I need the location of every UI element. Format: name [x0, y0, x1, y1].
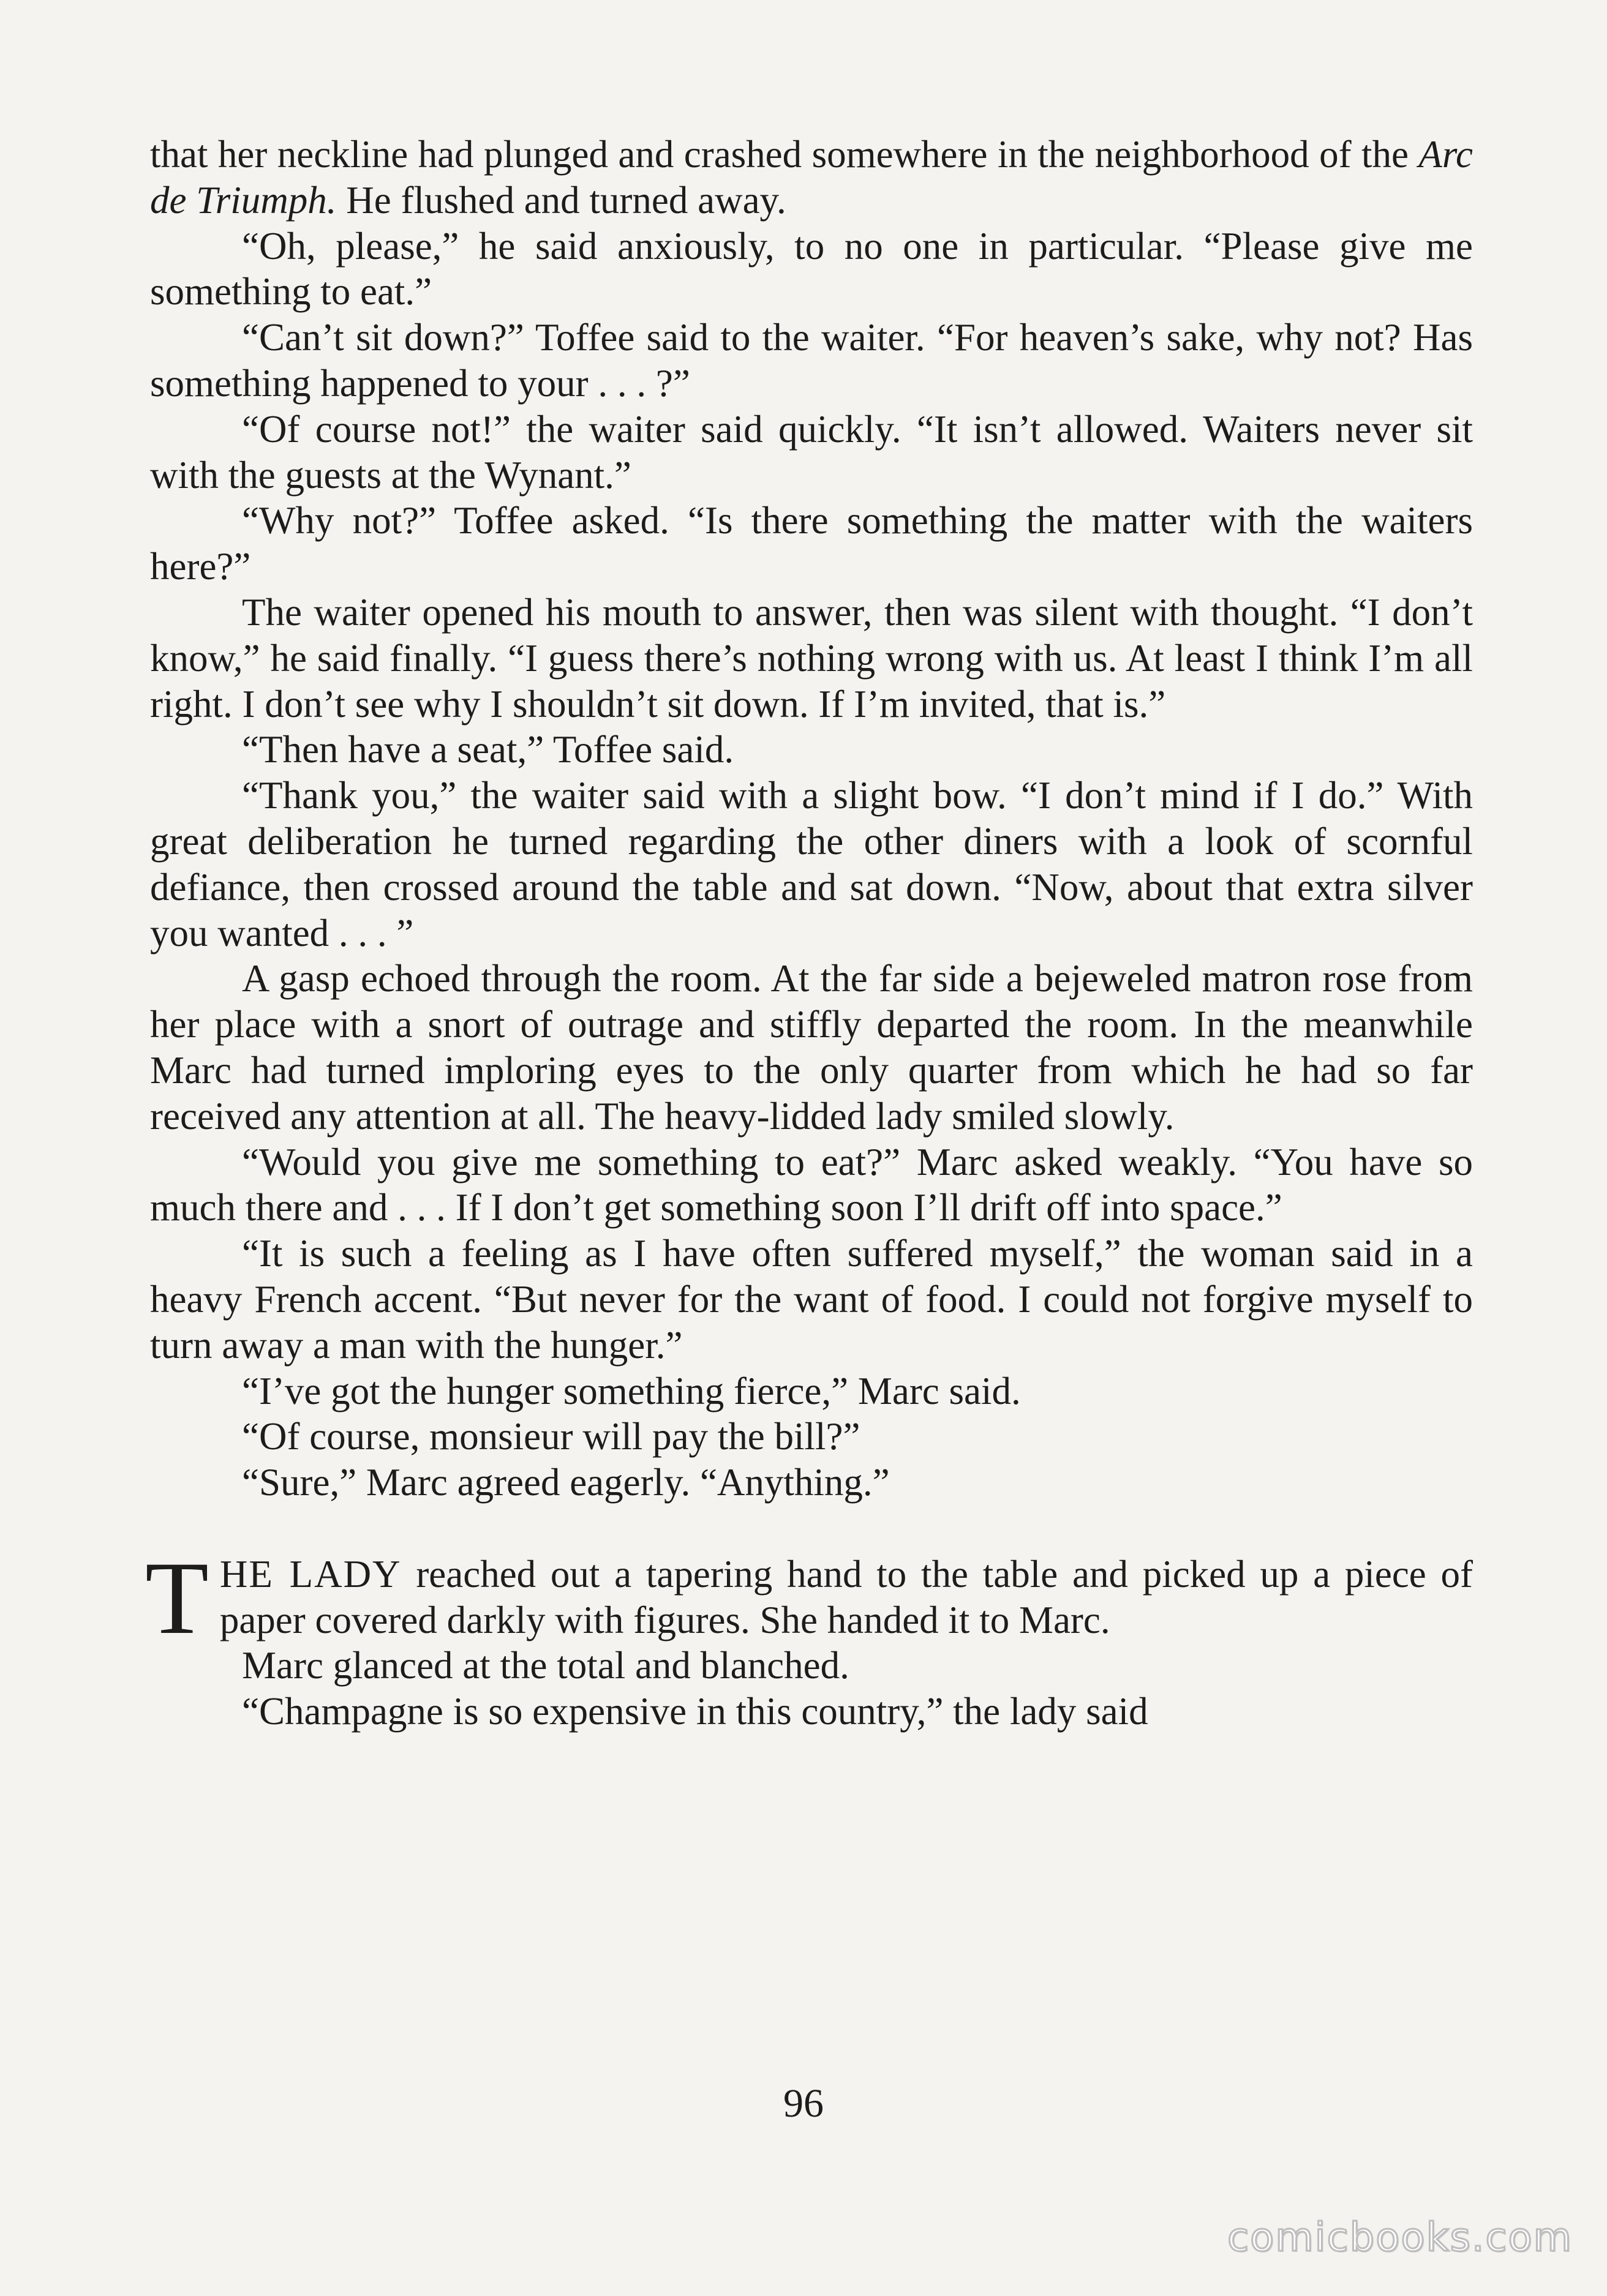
section-opening-paragraph	[145, 1540, 1473, 1656]
paragraph: “I’ve got the hunger something fierce,” Marc said.	[242, 1369, 1021, 1412]
paragraph: Marc glanced at the total and blanched.	[242, 1644, 849, 1687]
watermark: comicbooks.com	[1227, 2215, 1573, 2260]
paragraph: “Sure,” Marc agreed eagerly. “Anything.”	[242, 1461, 890, 1504]
paragraph: “Thank you,” the waiter said with a slight bow. “I don’t mind if I do.” With great deliberation he turned regarding the other diners with a look of scornful defiance, then crossed around the table and sat down. “Now, about that extra silver you wanted . . . ”	[150, 774, 1473, 955]
section-break	[150, 1506, 1473, 1551]
lead-in-caps: HE LADY	[219, 1552, 402, 1596]
paragraph: A gasp echoed through the room. At the far side a bejeweled matron rose from her place with a snort of outrage and stiffly departed the room. In the meanwhile Marc had turned imploring eyes to the only quarter from which he had so far received any attention at all. The heavy-lidded lady smiled slowly.	[150, 957, 1473, 1138]
paragraph: “Can’t sit down?” Toffee said to the waiter. “For heaven’s sake, why not? Has something happened to your . . . ?”	[150, 316, 1473, 405]
paragraph	[150, 132, 1473, 223]
body-text	[145, 132, 1473, 1735]
paragraph: The waiter opened his mouth to answer, then was silent with thought. “I don’t know,” he said finally. “I guess there’s nothing wrong with us. At least I think I’m all right. I don’t see why I shouldn’t sit down. If I’m invited, that is.”	[150, 590, 1473, 726]
drop-cap: T	[145, 1540, 209, 1656]
paragraph: “Champagne is so expensive in this country,” the lady said	[242, 1690, 1148, 1733]
paragraph-text: that her neckline had plunged and crashed somewhere in the neighborhood of the	[150, 133, 1419, 176]
paragraph-text: reached out a tapering hand to the table and picked up a piece of paper covered darkly with figures. She handed it to Marc.	[219, 1552, 1473, 1641]
paragraph-text: He flushed and turned away.	[336, 178, 786, 222]
paragraph: “Then have a seat,” Toffee said.	[242, 728, 734, 771]
paragraph: “Of course not!” the waiter said quickly. “It isn’t allowed. Waiters never sit with the guests at the Wynant.”	[150, 407, 1473, 497]
paragraph: “It is such a feeling as I have often suffered myself,” the woman said in a heavy French accent. “But never for the want of food. I could not forgive myself to turn away a man with the hunger.”	[150, 1232, 1473, 1367]
italic-title: Arc de Triumph.	[150, 133, 1473, 222]
page-number: 96	[783, 2081, 824, 2126]
paragraph: “Would you give me something to eat?” Marc asked weakly. “You have so much there and . . . If I don’t get something soon I’ll drift off into space.”	[150, 1140, 1473, 1229]
paragraph: “Of course, monsieur will pay the bill?”	[242, 1415, 860, 1458]
paragraph: “Oh, please,” he said anxiously, to no one in particular. “Please give me something to eat.”	[150, 224, 1473, 313]
paragraph: “Why not?” Toffee asked. “Is there something the matter with the waiters here?”	[150, 499, 1473, 588]
